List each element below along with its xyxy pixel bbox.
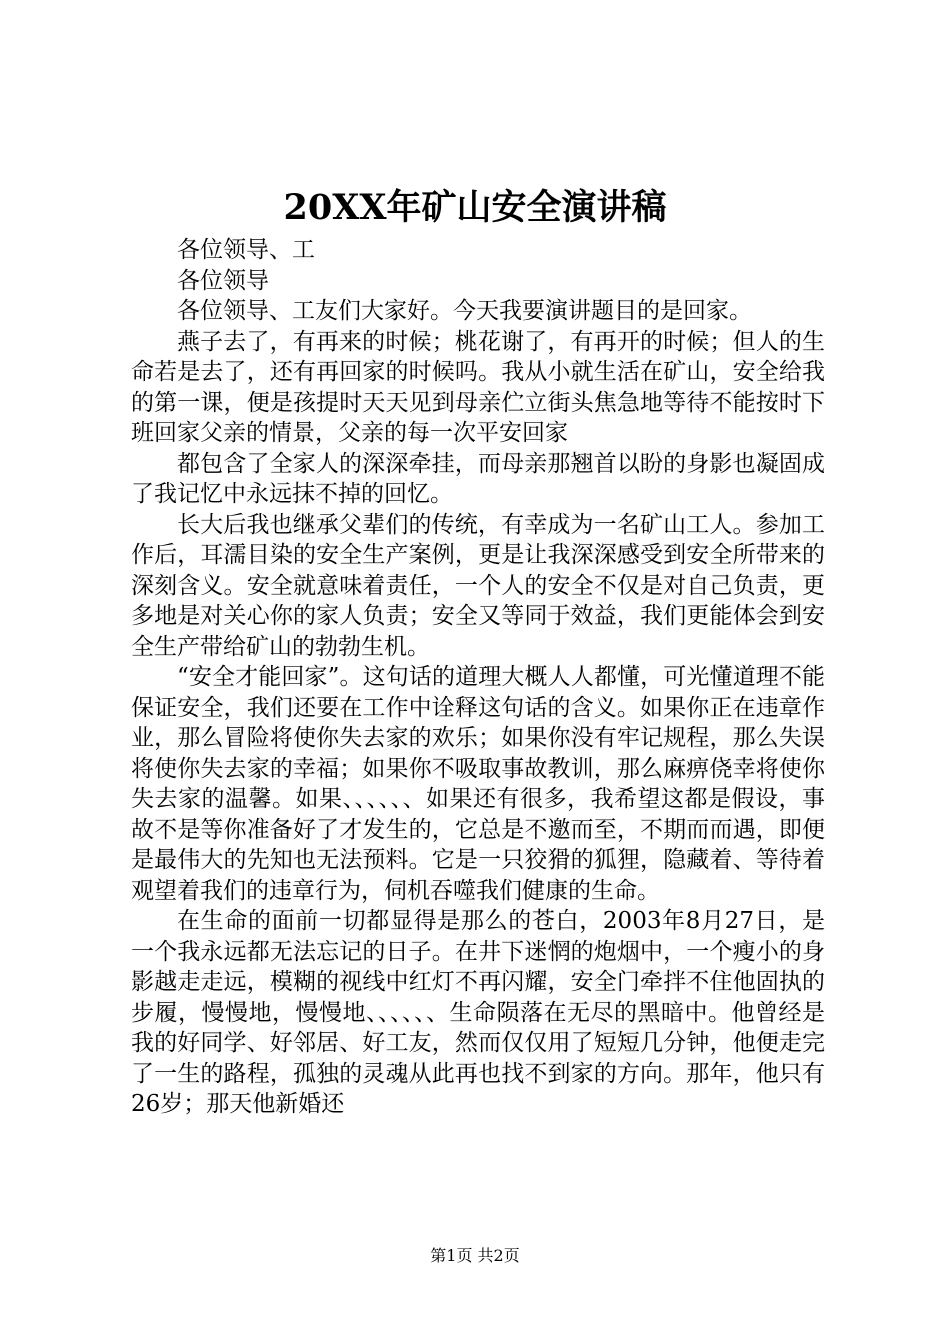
paragraph: 各位领导 — [177, 267, 269, 294]
paragraph: “安全才能回家”。这句话的道理大概人人都懂，可光懂道理不能保证安全，我们还要在工作中诠释这句话的含义。如果你正在违章作业，那么冒险将使你失去家的欢乐；如果你没有牢记规程，那么失误将使你失去家的幸福；如果你不吸取事故教训，那么麻痹侥幸将使你失去家的温馨。如果、、、、、、如果还有很多，我希望这都是假设，事故不是等你准备好了才发生的，它总是不邀而至，不期而而遇，即便是最伟大的先知也无法预料。它是一只狡猾的狐狸，隐藏着、等待着观望着我们的违章行为，伺机吞噬我们健康的生命。 — [131, 664, 825, 904]
paragraph: 长大后我也继承父辈们的传统，有幸成为一名矿山工人。参加工作后，耳濡目染的安全生产案例，更是让我深深感受到安全所带来的深刻含义。安全就意味着责任，一个人的安全不仅是对自己负责，更多地是对关心你的家人负责；安全又等同于效益，我们更能体会到安全生产带给矿山的勃勃生机。 — [131, 511, 825, 660]
paragraph: 各位领导、工友们大家好。今天我要演讲题目的是回家。 — [177, 298, 752, 324]
document-title: 20XX年矿山安全演讲稿 — [283, 187, 667, 228]
paragraph: 各位领导、工 — [177, 237, 315, 263]
page-number-footer: 第1页 共2页 — [430, 1246, 520, 1265]
paragraph: 燕子去了，有再来的时候；桃花谢了，有再开的时候；但人的生命若是去了，还有再回家的时候吗。我从小就生活在矿山，安全给我的第一课，便是孩提时天天见到母亲伫立街头焦急地等待不能按时下班回家父亲的情景，父亲的每一次平安回家 — [131, 328, 825, 446]
document-body — [131, 235, 825, 1120]
paragraph: 都包含了全家人的深深牵挂，而母亲那翘首以盼的身影也凝固成了我记忆中永远抹不掉的回忆。 — [131, 450, 825, 507]
paragraph: 在生命的面前一切都显得是那么的苍白，2003年8月27日，是一个我永远都无法忘记的日子。在井下迷惘的炮烟中，一个瘦小的身影越走走远，模糊的视线中红灯不再闪耀，安全门牵拌不住他固执的步履，慢慢地，慢慢地、、、、、、生命陨落在无尽的黑暗中。他曾经是我的好同学、好邻居、好工友，然而仅仅用了短短几分钟，他便走完了一生的路程，孤独的灵魂从此再也找不到家的方向。那年，他只有26岁；那天他新婚还 — [131, 908, 825, 1117]
